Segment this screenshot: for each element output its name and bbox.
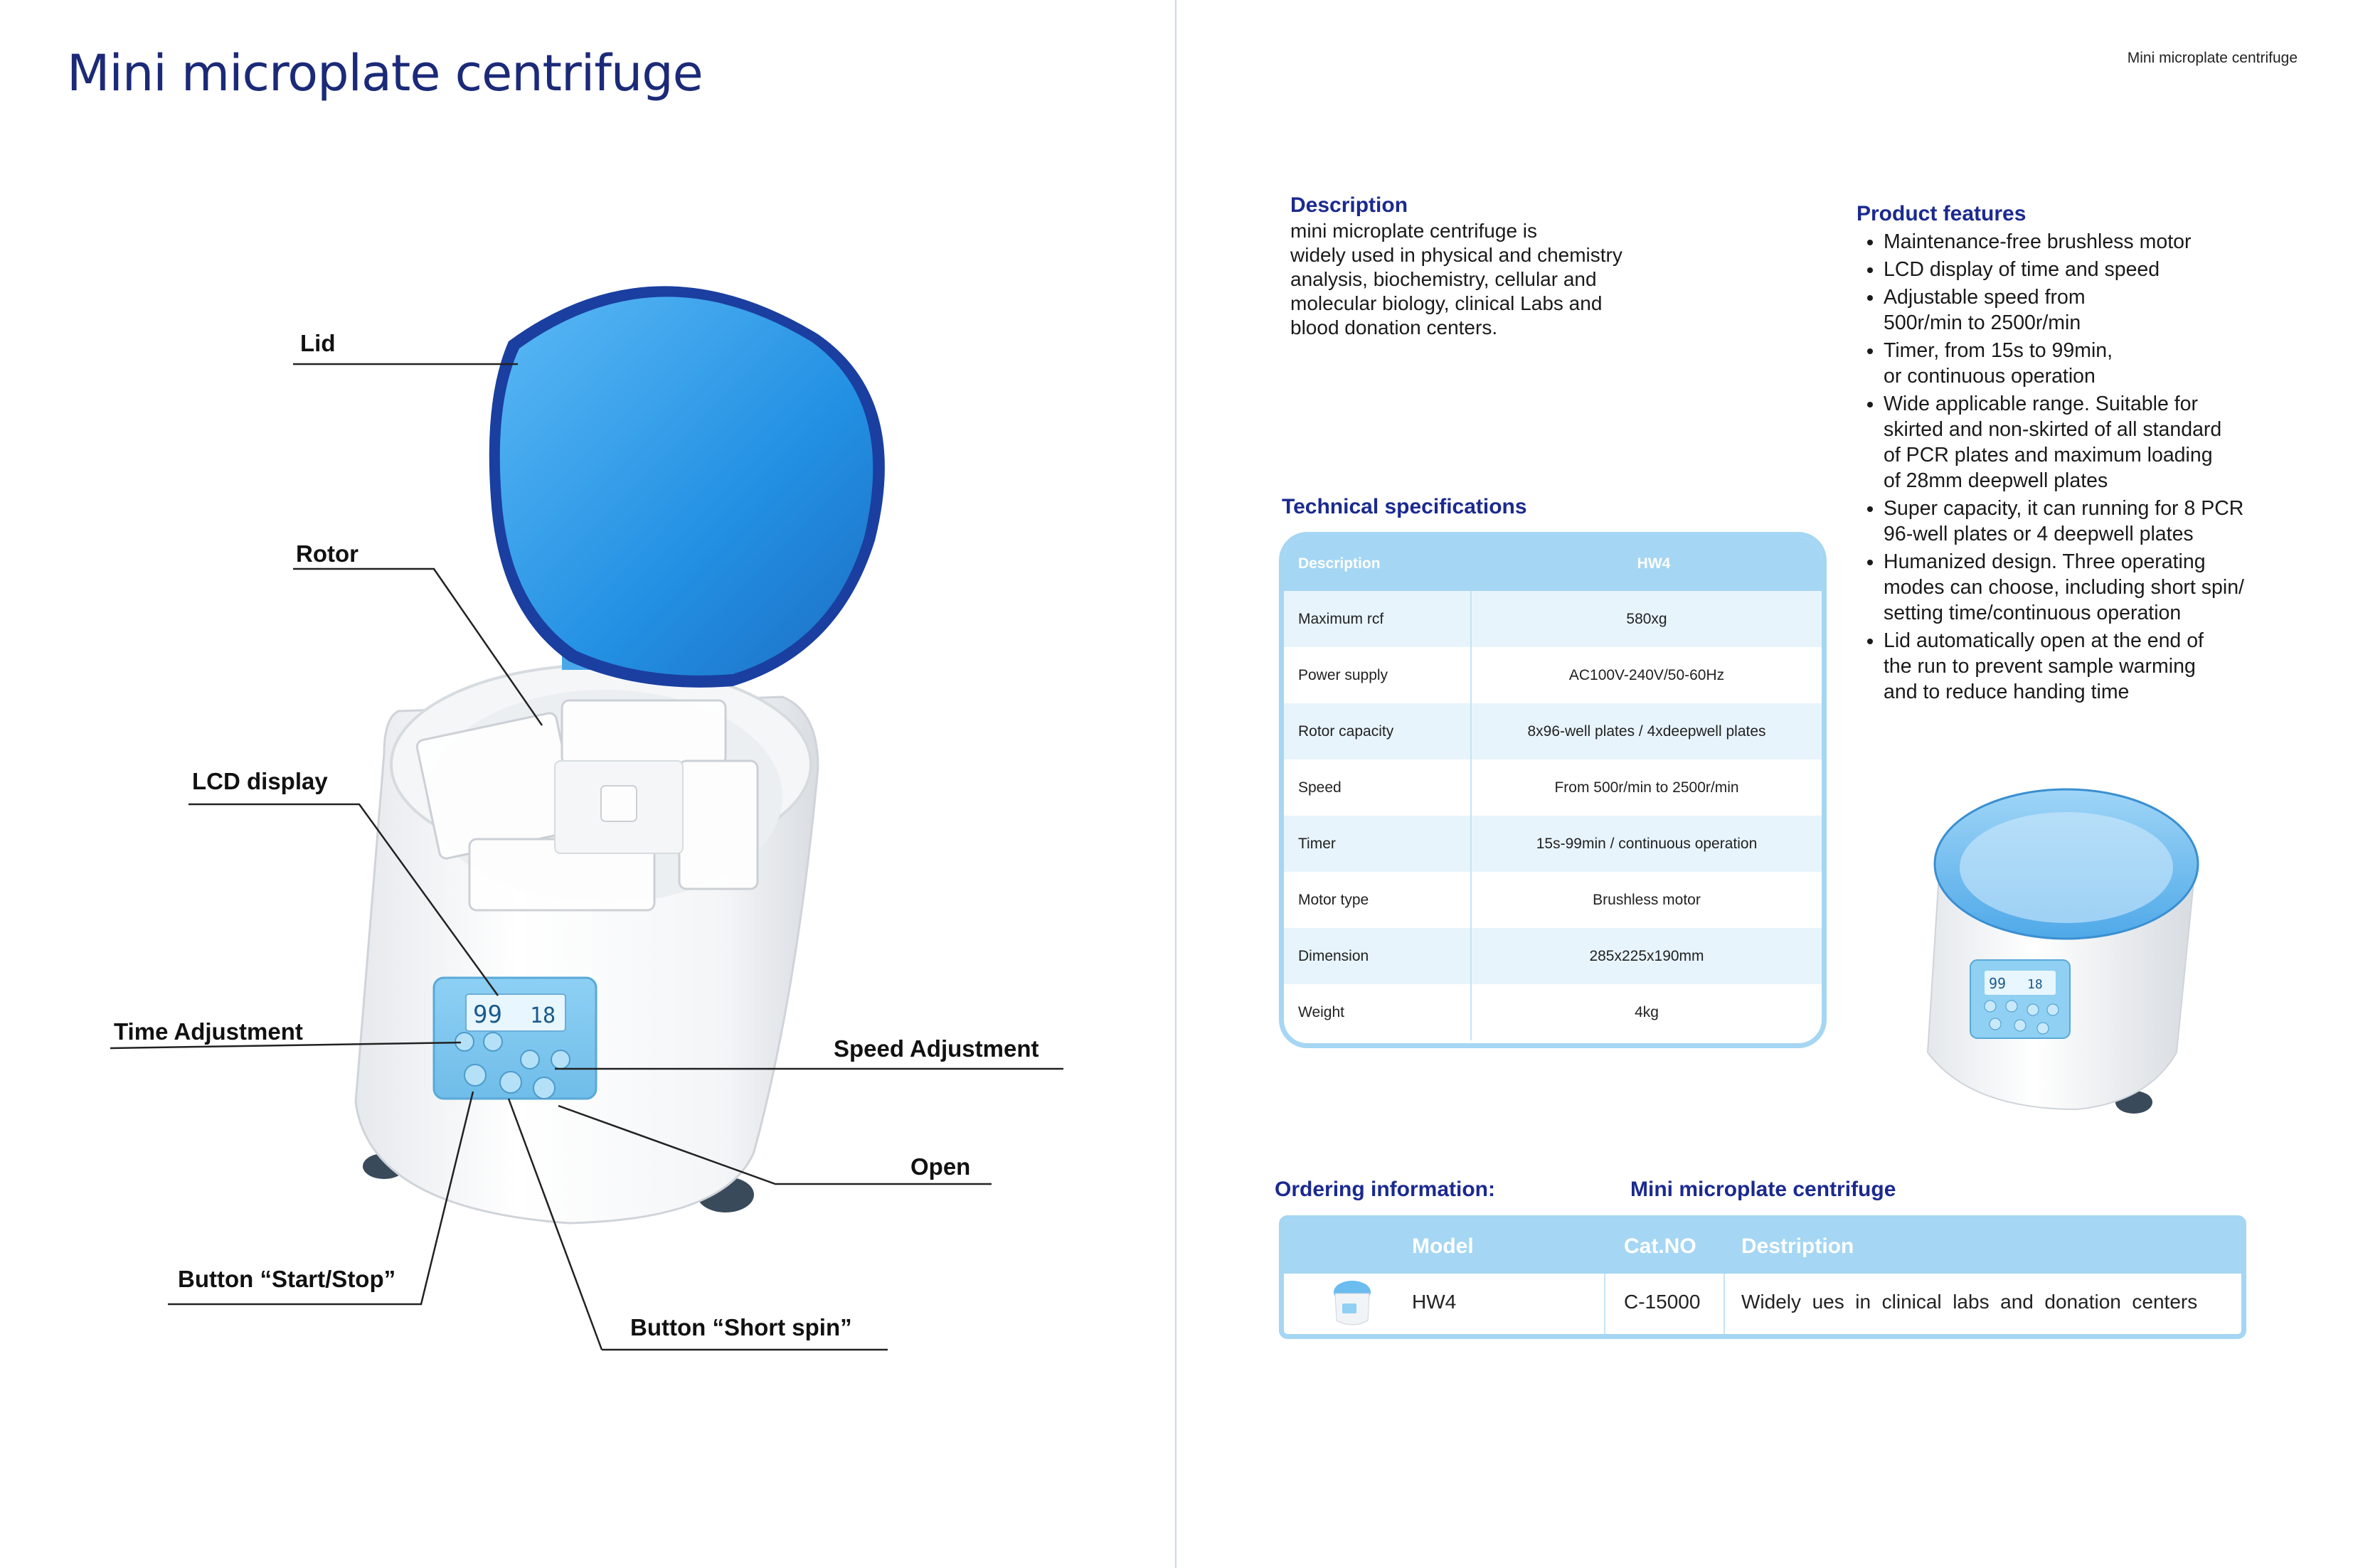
table-row: Motor type Brushless motor <box>1284 872 1822 928</box>
list-item: • Super capacity, it can running for 8 PCR 96-well plates or 4 deepwell plates <box>1884 496 2339 547</box>
callout-rotor: Rotor <box>296 540 358 567</box>
callout-short-spin: Button “Short spin” <box>630 1314 852 1340</box>
table-row: Speed From 500r/min to 2500r/min <box>1284 759 1822 816</box>
spec-table <box>1279 532 1827 1048</box>
ordering-table <box>1279 1215 2246 1339</box>
callout-lcd-display: LCD display <box>192 768 328 794</box>
centrifuge-illustration <box>0 0 1175 1568</box>
callout-lid: Lid <box>300 330 336 356</box>
thumb-lcd-time: 99 <box>1989 975 2007 992</box>
lcd-time: 99 <box>473 1001 502 1029</box>
description-body: mini microplate centrifuge is widely used in physical and chemistry analysis, biochemistry, cellular and molecular biology, clinical Labs and blood donation centers. <box>1290 220 1622 338</box>
centrifuge-thumbnail-icon <box>1913 768 2212 1124</box>
list-item: • LCD display of time and speed <box>1884 257 2339 282</box>
table-row: Timer 15s-99min / continuous operation <box>1284 816 1822 872</box>
list-item: • Timer, from 15s to 99min, or continuous operation <box>1884 338 2339 389</box>
description-heading: Description <box>1290 193 1408 217</box>
callout-time-adjustment: Time Adjustment <box>114 1018 303 1045</box>
features-heading: Product features <box>1857 202 2027 225</box>
list-item: • Maintenance-free brushless motor <box>1884 229 2339 255</box>
table-row: HW4 C-15000 Widely ues in clinical labs and donation centers <box>1284 1274 2241 1334</box>
ordering-heading: Ordering information: <box>1275 1178 1495 1201</box>
running-header: Mini microplate centrifuge <box>2127 50 2298 66</box>
table-row: Maximum rcf 580xg <box>1284 591 1822 647</box>
list-item: • Humanized design. Three operating modes can choose, including short spin/ setting time/continuous operation <box>1884 549 2339 626</box>
spec-table-header: Description HW4 <box>1284 537 1822 591</box>
table-row: Power supply AC100V-240V/50-60Hz <box>1284 647 1822 703</box>
features-list <box>1857 229 2339 707</box>
list-item: • Adjustable speed from 500r/min to 2500r/min <box>1884 284 2339 336</box>
centrifuge-thumbnail-icon <box>1331 1278 1374 1329</box>
ordering-table-header: Model Cat.NO Destription <box>1284 1220 2241 1274</box>
table-row: Weight 4kg <box>1284 984 1822 1040</box>
ordering-product: Mini microplate centrifuge <box>1630 1178 1896 1201</box>
table-row: Rotor capacity 8x96-well plates / 4xdeepwell plates <box>1284 703 1822 759</box>
table-row: Dimension 285x225x190mm <box>1284 928 1822 984</box>
callout-speed-adjustment: Speed Adjustment <box>834 1035 1039 1062</box>
spec-table-body <box>1284 591 1822 1040</box>
list-item: • Lid automatically open at the end of the run to prevent sample warming and to reduce handing time <box>1884 628 2339 705</box>
thumb-lcd-speed: 18 <box>2027 977 2043 992</box>
page-title: Mini microplate centrifuge <box>67 44 703 102</box>
lcd-speed: 18 <box>530 1003 556 1028</box>
list-item: • Wide applicable range. Suitable for skirted and non-skirted of all standard of PCR plates and maximum loading of 28mm deepwell plates <box>1884 391 2339 494</box>
tech-specs-heading: Technical specifications <box>1282 495 1527 518</box>
callout-start-stop: Button “Start/Stop” <box>178 1266 396 1292</box>
callout-open: Open <box>910 1153 971 1180</box>
